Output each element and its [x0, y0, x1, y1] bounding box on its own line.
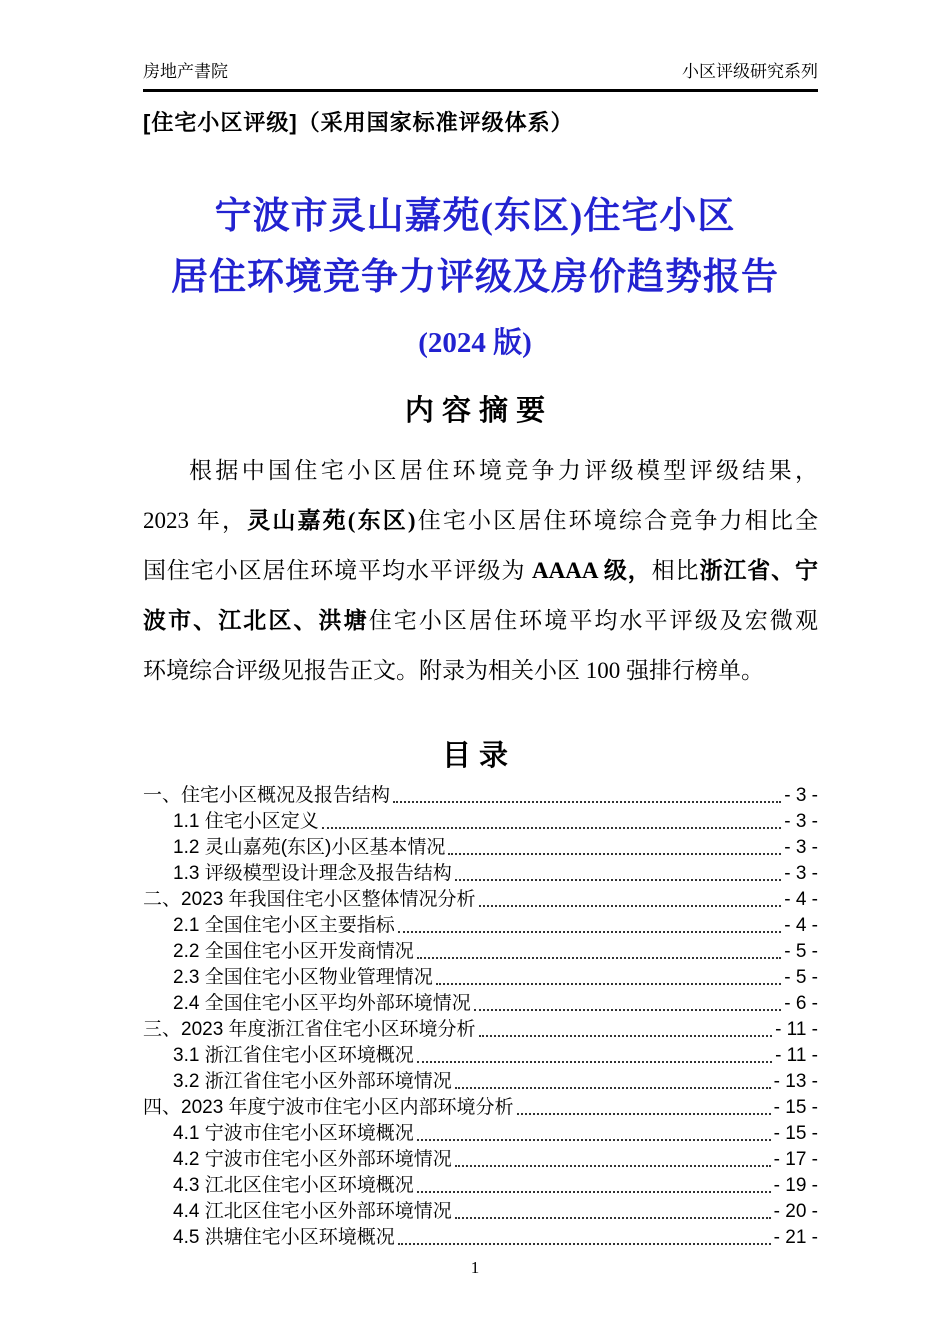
toc-page-number: - 17 -	[773, 1149, 818, 1170]
toc-entry-label: 2.1 全国住宅小区主要指标	[173, 915, 395, 936]
toc-entry[interactable]	[143, 939, 818, 965]
toc-page-number: - 5 -	[784, 967, 818, 988]
toc-entry-label: 2.2 全国住宅小区开发商情况	[173, 941, 414, 962]
summary-paragraph-line	[143, 446, 818, 496]
toc-dot-leader	[455, 1087, 771, 1089]
toc-list	[143, 783, 818, 1251]
toc-dot-leader	[417, 1139, 771, 1141]
toc-dot-leader	[417, 1061, 772, 1063]
rating-series-subtitle: [住宅小区评级]（采用国家标准评级体系）	[143, 110, 574, 135]
toc-entry[interactable]	[143, 783, 818, 809]
toc-entry-label: 2.4 全国住宅小区平均外部环境情况	[173, 993, 471, 1014]
report-title	[0, 186, 950, 363]
toc-entry-label: 三、2023 年度浙江省住宅小区环境分析	[143, 1019, 476, 1040]
toc-entry-label: 4.1 宁波市住宅小区环境概况	[173, 1123, 414, 1144]
toc-entry-label: 4.2 宁波市住宅小区外部环境情况	[173, 1149, 452, 1170]
toc-entry[interactable]	[143, 1147, 818, 1173]
toc-entry[interactable]	[143, 1069, 818, 1095]
toc-dot-leader	[479, 905, 782, 907]
summary-paragraph-line	[143, 546, 818, 596]
toc-page-number: - 15 -	[773, 1097, 818, 1118]
toc-dot-leader	[455, 1217, 771, 1219]
toc-dot-leader	[448, 853, 781, 855]
toc-entry-label: 2.3 全国住宅小区物业管理情况	[173, 967, 433, 988]
bold-text-run: 波市、江北区、洪塘	[143, 608, 369, 633]
bold-text-run: 浙江省、宁	[699, 558, 819, 583]
toc-page-number: - 11 -	[775, 1019, 818, 1040]
summary-heading: 内 容 摘 要	[404, 395, 546, 427]
toc-page-number: - 3 -	[784, 811, 818, 832]
toc-entry[interactable]	[143, 887, 818, 913]
toc-entry[interactable]	[143, 1173, 818, 1199]
summary-paragraph-line	[143, 496, 818, 546]
toc-entry[interactable]	[143, 991, 818, 1017]
toc-page-number: - 3 -	[784, 837, 818, 858]
toc-page-number: - 4 -	[784, 889, 818, 910]
text-run: 相比	[651, 558, 700, 583]
bold-text-run: 灵山嘉苑(东区)	[247, 508, 416, 533]
toc-entry[interactable]	[143, 809, 818, 835]
toc-dot-leader	[322, 827, 782, 829]
toc-dot-leader	[398, 931, 782, 933]
toc-dot-leader	[436, 983, 782, 985]
toc-entry-label: 一、住宅小区概况及报告结构	[143, 785, 391, 806]
toc-entry[interactable]	[143, 1225, 818, 1251]
page-header	[143, 57, 818, 92]
toc-entry[interactable]	[143, 913, 818, 939]
text-run: 国住宅小区居住环境平均水平评级为	[143, 558, 533, 583]
text-run: 环境综合评级见报告正文。附录为相关小区 100 强排行榜单。	[143, 658, 764, 683]
toc-page-number: - 19 -	[773, 1175, 818, 1196]
toc-entry-label: 4.5 洪塘住宅小区环境概况	[173, 1227, 395, 1248]
text-run: 2023 年，	[143, 508, 248, 533]
toc-page-number: - 3 -	[784, 863, 818, 884]
toc-entry-label: 4.4 江北区住宅小区外部环境情况	[173, 1201, 452, 1222]
toc-entry-label: 1.3 评级模型设计理念及报告结构	[173, 863, 452, 884]
toc-dot-leader	[417, 957, 782, 959]
toc-page-number: - 21 -	[773, 1227, 818, 1248]
text-run: 住宅小区居住环境平均水平评级及宏微观	[368, 608, 819, 633]
toc-entry[interactable]	[143, 1095, 818, 1121]
toc-dot-leader	[455, 879, 782, 881]
report-title-line2: 居住环境竞争力评级及房价趋势报告	[171, 257, 779, 298]
toc-page-number: - 4 -	[784, 915, 818, 936]
toc-entry[interactable]	[143, 1121, 818, 1147]
toc-page-number: - 11 -	[775, 1045, 818, 1066]
toc-dot-leader	[479, 1035, 773, 1037]
toc-page-number: - 3 -	[784, 785, 818, 806]
toc-page-number: - 15 -	[773, 1123, 818, 1144]
toc-page-number: - 5 -	[784, 941, 818, 962]
toc-page-number: - 6 -	[784, 993, 818, 1014]
toc-dot-leader	[393, 801, 781, 803]
summary-paragraph	[143, 446, 818, 696]
toc-entry[interactable]	[143, 835, 818, 861]
toc-entry[interactable]	[143, 1043, 818, 1069]
toc-entry[interactable]	[143, 861, 818, 887]
page-number: 1	[470, 1258, 480, 1277]
toc-dot-leader	[398, 1243, 771, 1245]
summary-paragraph-line	[143, 596, 818, 646]
toc-entry[interactable]	[143, 1017, 818, 1043]
report-title-edition: (2024 版)	[418, 327, 532, 359]
header-left-text: 房地产書院	[143, 62, 228, 81]
toc-entry[interactable]	[143, 965, 818, 991]
header-right-text: 小区评级研究系列	[682, 62, 818, 81]
text-run: 住宅小区居住环境综合竞争力相比全	[415, 508, 818, 533]
toc-entry-label: 3.2 浙江省住宅小区外部环境情况	[173, 1071, 452, 1092]
toc-entry-label: 1.2 灵山嘉苑(东区)小区基本情况	[173, 837, 446, 858]
toc-entry-label: 四、2023 年度宁波市住宅小区内部环境分析	[143, 1097, 514, 1118]
report-title-line1: 宁波市灵山嘉苑(东区)住宅小区	[214, 196, 736, 237]
toc-heading: 目 录	[441, 740, 509, 772]
bold-text-run: AAAA 级，	[532, 558, 652, 583]
toc-entry-label: 1.1 住宅小区定义	[173, 811, 319, 832]
toc-entry[interactable]	[143, 1199, 818, 1225]
toc-dot-leader	[417, 1191, 771, 1193]
toc-entry-label: 4.3 江北区住宅小区环境概况	[173, 1175, 414, 1196]
toc-page-number: - 20 -	[773, 1201, 818, 1222]
toc-page-number: - 13 -	[773, 1071, 818, 1092]
toc-entry-label: 3.1 浙江省住宅小区环境概况	[173, 1045, 414, 1066]
text-run: 根据中国住宅小区居住环境竞争力评级模型评级结果，	[189, 458, 818, 483]
toc-dot-leader	[455, 1165, 771, 1167]
toc-entry-label: 二、2023 年我国住宅小区整体情况分析	[143, 889, 476, 910]
toc-dot-leader	[517, 1113, 771, 1115]
toc-dot-leader	[474, 1009, 782, 1011]
summary-paragraph-line	[143, 646, 818, 696]
